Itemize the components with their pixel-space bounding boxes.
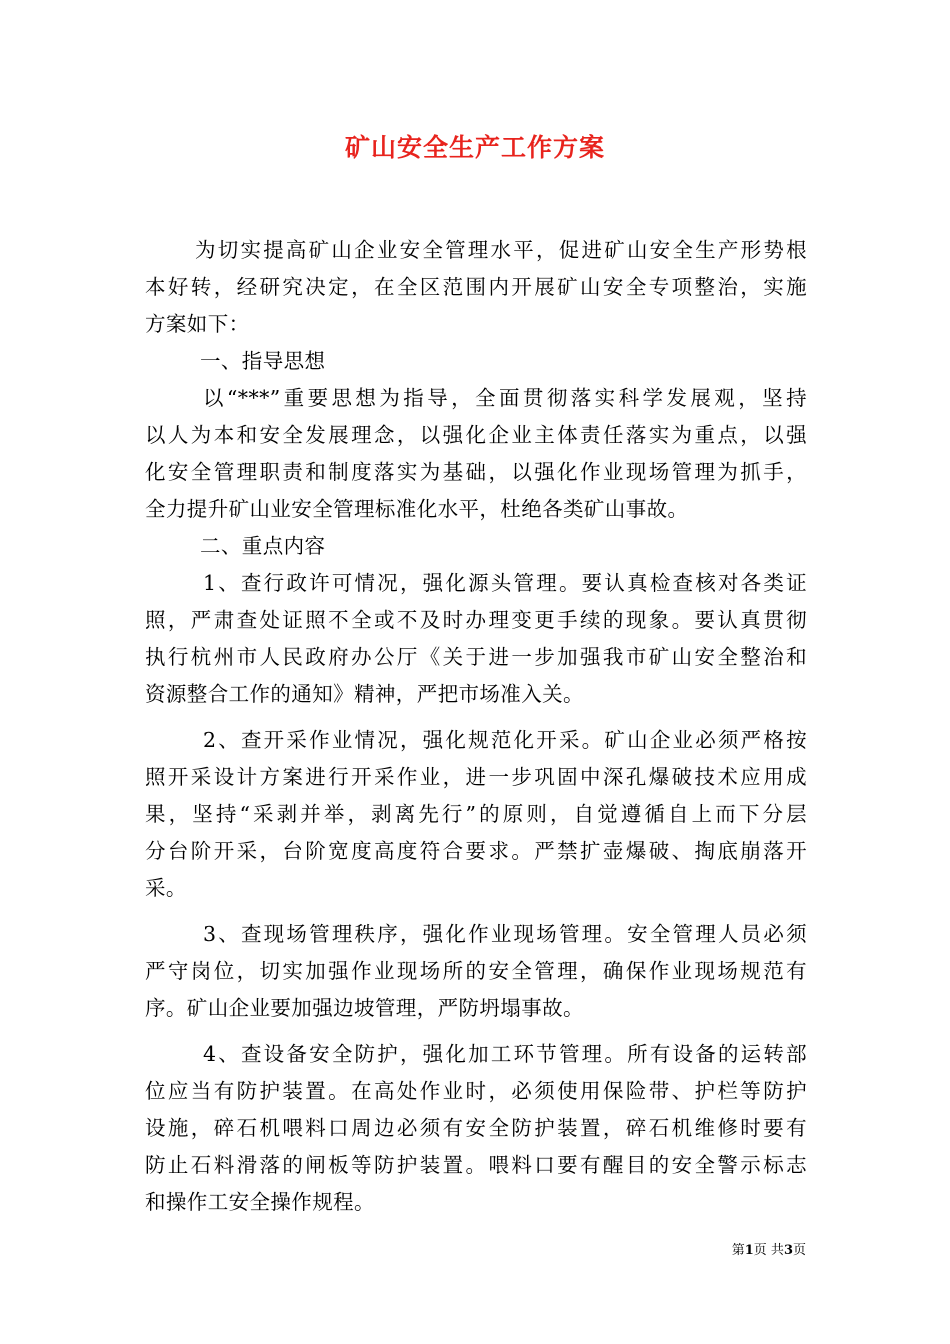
document-body [145,232,807,1221]
body-line: 照，严肃查处证照不全或不及时办理变更手续的现象。要认真贯彻 [145,608,807,632]
body-line: 照开采设计方案进行开采作业，进一步巩固中深孔爆破技术应用成 [145,765,807,789]
page-title: 矿山安全生产工作方案 [344,133,605,162]
body-line: 以人为本和安全发展理念，以强化企业主体责任落实为重点，以强 [145,423,807,447]
body-line: 设施，碎石机喂料口周边必须有安全防护装置，碎石机维修时要有 [145,1116,807,1140]
section-heading-guiding-thought: 一、指导思想 [200,349,326,373]
body-line: 4、查设备安全防护，强化加工环节管理。所有设备的运转部 [203,1042,807,1066]
body-line: 果，坚持“采剥并举，剥离先行”的原则，自觉遵循自上而下分层 [145,802,807,826]
footer-middle: 页 共 [753,1243,784,1258]
footer-prefix: 第 [731,1243,745,1258]
body-line: 本好转，经研究决定，在全区范围内开展矿山安全专项整治，实施 [145,275,807,299]
body-line: 资源整合工作的通知》精神，严把市场准入关。 [145,682,584,706]
body-line: 采。 [145,876,187,900]
body-line: 化安全管理职责和制度落实为基础，以强化作业现场管理为抓手， [145,460,807,484]
footer-suffix: 页 [792,1243,806,1258]
body-line: 全力提升矿山业安全管理标准化水平，杜绝各类矿山事故。 [145,497,689,521]
body-line: 1、查行政许可情况，强化源头管理。要认真检查核对各类证 [203,571,807,595]
body-line: 分台阶开采，台阶宽度高度符合要求。严禁扩壶爆破、掏底崩落开 [145,839,807,863]
body-line: 2、查开采作业情况，强化规范化开采。矿山企业必须严格按 [203,728,807,752]
footer-page-number: 1 [744,1243,754,1258]
section-heading-key-content: 二、重点内容 [200,534,326,558]
body-line: 严守岗位，切实加强作业现场所的安全管理，确保作业现场规范有 [145,959,807,983]
page-footer [732,1241,806,1261]
body-line: 和操作工安全操作规程。 [145,1190,375,1214]
body-line: 以“***”重要思想为指导，全面贯彻落实科学发展观，坚持 [203,386,807,410]
body-line: 序。矿山企业要加强边坡管理，严防坍塌事故。 [145,996,584,1020]
body-line: 执行杭州市人民政府办公厅《关于进一步加强我市矿山安全整治和 [145,645,807,669]
body-line: 防止石料滑落的闸板等防护装置。喂料口要有醒目的安全警示标志 [145,1153,807,1177]
footer-total-pages: 3 [783,1243,793,1258]
body-line: 方案如下： [145,312,250,336]
body-line: 位应当有防护装置。在高处作业时，必须使用保险带、护栏等防护 [145,1079,807,1103]
body-line: 3、查现场管理秩序，强化作业现场管理。安全管理人员必须 [203,922,807,946]
body-line: 为切实提高矿山企业安全管理水平，促进矿山安全生产形势根 [195,238,807,262]
